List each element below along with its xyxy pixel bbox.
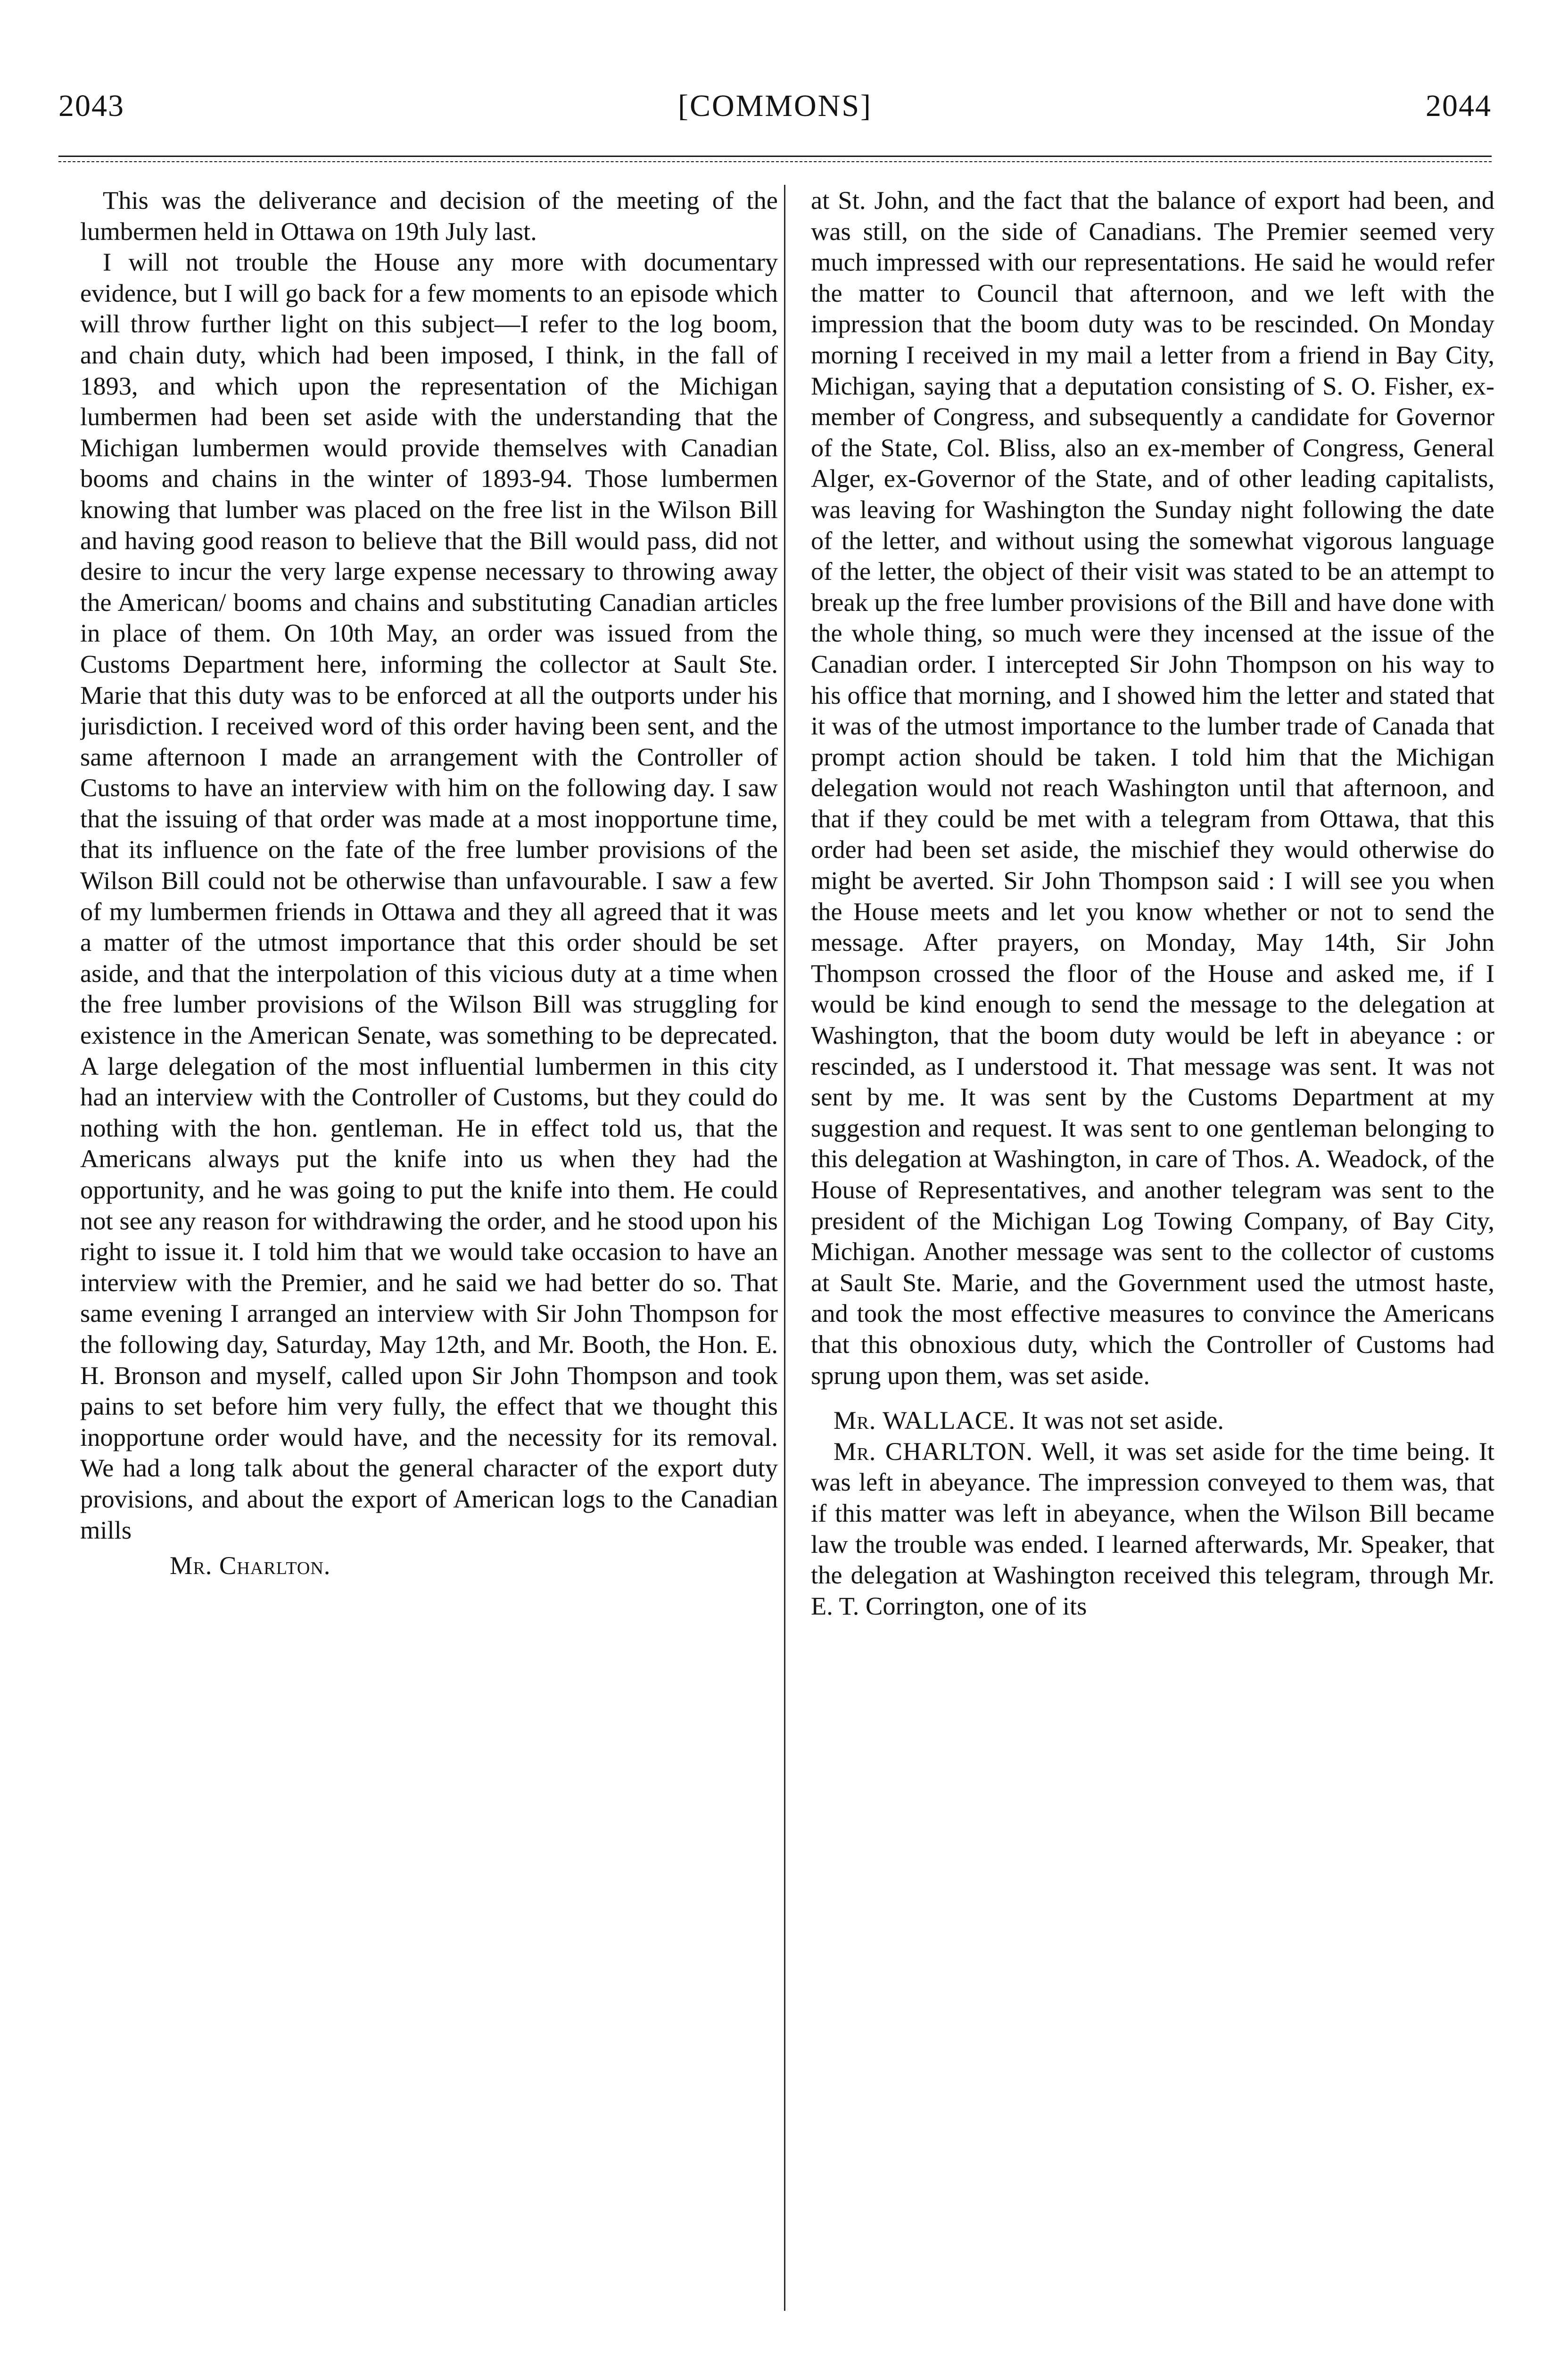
column-divider [784,185,785,2311]
speaker-name: Mr. WALLACE. [834,1406,1016,1435]
right-column [811,185,1494,2334]
left-column [80,185,778,2334]
speaker-footer: Mr. Charlton. [170,1551,331,1580]
header-rule [58,156,1492,157]
running-title: [COMMONS] [677,89,873,123]
speech-charlton [811,1436,1494,1622]
speech-text: Well, it was set aside for the time being. It was left in abeyance. The impression conveyed to them was, that if this matter was left in abeyance, when the Wilson Bill became law the trouble was ended. I learned afterwards, Mr. Speaker, that the delegation at Washington received this telegram, through Mr. E. T. Corrington, one of its [811,1436,1494,1620]
header-rule-dashed [58,161,1492,162]
page-number-right: 2044 [1426,89,1492,123]
speech-wallace [811,1405,1494,1436]
page-header [58,80,1492,132]
speaker-name: Mr. CHARLTON. [834,1436,1033,1466]
paragraph: I will not trouble the House any more with documentary evidence, but I will go back for a few moments to an episode which will throw further light on this subject—I refer to the log boom, and chain duty, which had been imposed, I think, in the fall of 1893, and which upon the representation of the Michigan lumbermen had been set aside with the understanding that the Michigan lumbermen would provide themselves with Canadian booms and chains in the winter of 1893-94. Those lumbermen knowing that lumber was placed on the free list in the Wilson Bill and having good reason to believe that the Bill would pass, did not desire to incur the very large expense necessary to throwing away the American/ booms and chains and substituting Canadian articles in place of them. On 10th May, an order was issued from the Customs Department here, informing the collector at Sault Ste. Marie that this duty was to be enforced at all the outports under his jurisdiction. I received word of this order having been sent, and the same afternoon I made an arrangement with the Controller of Customs to have an interview with him on the following day. I saw that the issuing of that order was made at a most inopportune time, that its influence on the fate of the free lumber provisions of the Wilson Bill could not be otherwise than unfavourable. I saw a few of my lumbermen friends in Ottawa and they all agreed that it was a matter of the utmost importance that this order should be set aside, and that the interpolation of this vicious duty at a time when the free lumber provisions of the Wilson Bill was struggling for existence in the American Senate, was something to be deprecated. A large delegation of the most influential lumbermen in this city had an interview with the Controller of Customs, but they could do nothing with the hon. gentleman. He in effect told us, that the Americans always put the knife into us when they had the opportunity, and he was going to put the knife into them. He could not see any reason for withdrawing the order, and he stood upon his right to issue it. I told him that we would take occasion to have an interview with the Premier, and he said we had better do so. That same evening I arranged an interview with Sir John Thompson for the following day, Saturday, May 12th, and Mr. Booth, the Hon. E. H. Bronson and myself, called upon Sir John Thompson and took pains to set before him very fully, the effect that we thought this inopportune order would have, and the necessity for its removal. We had a long talk about the general character of the export duty provisions, and about the export of American logs to the Canadian mills [80,247,778,1544]
speech-text: It was not set aside. [1022,1406,1224,1435]
paragraph: This was the deliverance and decision of the meeting of the lumbermen held in Ottawa on 19th July last. [80,186,778,246]
paragraph: at St. John, and the fact that the balance of export had been, and was still, on the side of Canadians. The Premier seemed very much impressed with our representations. He said he would refer the matter to Council that afternoon, and we left with the impression that the boom duty was to be rescinded. On Monday morning I received in my mail a letter from a friend in Bay City, Michigan, saying that a deputation consisting of S. O. Fisher, ex-member of Congress, and subsequently a candidate for Governor of the State, Col. Bliss, also an ex-member of Congress, General Alger, ex-Governor of the State, and of other leading capitalists, was leaving for Washington the Sunday night following the date of the letter, and without using the somewhat vigorous language of the letter, the object of their visit was stated to be an attempt to break up the free lumber provisions of the Bill and have done with the whole thing, so much were they incensed at the issue of the Canadian order. I intercepted Sir John Thompson on his way to his office that morning, and I showed him the letter and stated that it was of the utmost importance to the lumber trade of Canada that prompt action should be taken. I told him that the Michigan delegation would not reach Washington until that afternoon, and that if they could be met with a telegram from Ottawa, that this order had been set aside, the mischief they would otherwise do might be averted. Sir John Thompson said : I will see you when the House meets and let you know whether or not to send the message. After prayers, on Monday, May 14th, Sir John Thompson crossed the floor of the House and asked me, if I would be kind enough to send the message to the delegation at Washington, that the boom duty would be left in abeyance : or rescinded, as I understood it. That message was sent. It was not sent by me. It was sent by the Customs Department at my suggestion and request. It was sent to one gentleman belonging to this delegation at Washington, in care of Thos. A. Weadock, of the House of Representatives, and another telegram was sent to the president of the Michigan Log Towing Company, of Bay City, Michigan. Another message was sent to the collector of customs at Sault Ste. Marie, and the Government used the utmost haste, and took the most effective measures to convince the Americans that this obnoxious duty, which the Controller of Customs had sprung upon them, was set aside. [811,186,1494,1390]
page-number-left: 2043 [58,89,124,123]
